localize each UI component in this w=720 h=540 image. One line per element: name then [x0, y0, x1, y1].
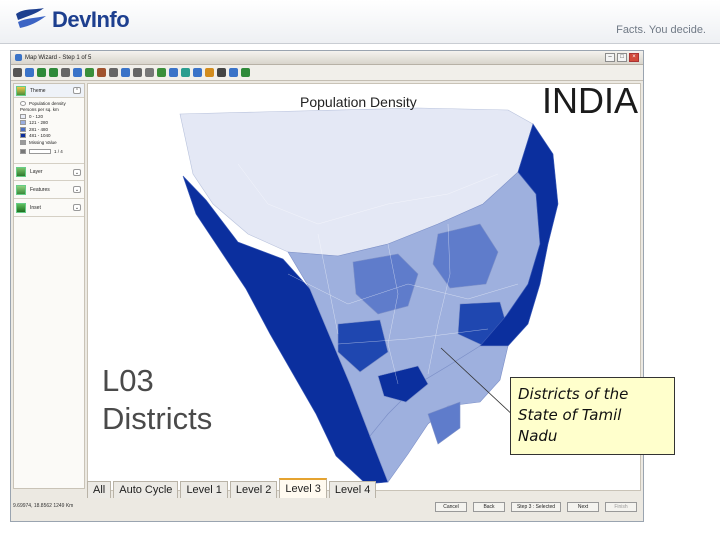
status-coordinates: 9.69974, 18.8562 1249 Km — [13, 503, 74, 509]
maximize-button[interactable]: □ — [617, 53, 627, 62]
legend — [14, 98, 84, 157]
minimize-button[interactable]: – — [605, 53, 615, 62]
refresh-icon[interactable] — [85, 68, 94, 77]
select-icon[interactable] — [97, 68, 106, 77]
tab-level-4[interactable]: Level 4 — [329, 481, 376, 498]
devinfo-swoosh-icon — [14, 6, 48, 34]
legend-swatch — [20, 127, 26, 132]
level-tabs — [87, 478, 378, 498]
save-icon[interactable] — [229, 68, 238, 77]
expand-layer-icon[interactable]: ⌄ — [74, 169, 80, 176]
window-title: Map Wizard - Step 1 of 5 — [25, 54, 92, 61]
legend-label: 481 - 1040 — [29, 133, 51, 139]
window-titlebar — [11, 51, 643, 65]
settings-icon[interactable] — [145, 68, 154, 77]
callout-note — [510, 377, 675, 455]
inset-label: Inset — [30, 204, 41, 211]
devinfo-logo — [14, 6, 129, 34]
next-button[interactable]: Next — [567, 502, 599, 512]
collapse-theme-icon[interactable]: ⌃ — [74, 88, 80, 94]
range-input[interactable] — [29, 149, 51, 154]
legend-label: 281 - 480 — [29, 126, 49, 132]
level-label — [102, 362, 212, 438]
legend-item — [20, 139, 80, 146]
legend-unit: Persons per sq. km — [20, 107, 59, 113]
legend-label: 121 - 280 — [29, 120, 49, 126]
legend-swatch — [20, 140, 26, 145]
legend-label: 0 - 120 — [29, 113, 44, 119]
note-line-2: State of Tamil — [518, 406, 622, 424]
note-line-1: Districts of the — [518, 385, 629, 403]
search-icon[interactable] — [61, 68, 70, 77]
layer-label: Layer — [30, 169, 43, 175]
level-label-line-2: Districts — [102, 401, 213, 436]
legend-swatch — [20, 133, 26, 138]
map-icon[interactable] — [181, 68, 190, 77]
theme-name: Population density — [29, 100, 66, 106]
expand-inset-icon[interactable]: ⌄ — [74, 205, 80, 211]
theme-label: Theme — [30, 87, 46, 94]
layer-icon — [16, 167, 26, 177]
range-value: 1 / 4 — [54, 149, 63, 155]
legend-swatch — [20, 120, 26, 125]
zoom-in-icon[interactable] — [37, 68, 46, 77]
layer-icon[interactable] — [169, 68, 178, 77]
pointer-icon[interactable] — [13, 68, 22, 77]
inset-icon — [16, 203, 26, 213]
tab-level-3[interactable]: Level 3 — [279, 478, 326, 498]
inset-section-header[interactable] — [14, 199, 84, 217]
map-toolbar — [11, 65, 643, 81]
wizard-buttons — [435, 502, 637, 512]
legend-label: Missing Value — [29, 139, 57, 145]
back-button[interactable]: Back — [473, 502, 505, 512]
expand-features-icon[interactable]: ⌄ — [74, 187, 80, 193]
cancel-button[interactable]: Cancel — [435, 502, 467, 512]
features-icon — [16, 185, 26, 195]
slide-header — [0, 0, 720, 44]
finish-button[interactable]: Finish — [605, 502, 637, 512]
app-icon — [15, 54, 22, 61]
close-button[interactable]: × — [629, 53, 639, 62]
zoom-out-icon[interactable] — [49, 68, 58, 77]
grid-icon[interactable] — [157, 68, 166, 77]
country-label: INDIA — [542, 83, 639, 121]
note-line-3: Nadu — [518, 427, 558, 445]
features-label: Features — [30, 186, 50, 193]
legend-swatch — [20, 114, 26, 119]
label-icon[interactable] — [109, 68, 118, 77]
theme-section-header[interactable] — [14, 84, 84, 98]
features-section-header[interactable] — [14, 181, 84, 199]
radio-icon[interactable] — [20, 101, 26, 106]
range-color-icon[interactable] — [20, 149, 26, 154]
image-icon[interactable] — [241, 68, 250, 77]
pan-icon[interactable] — [25, 68, 34, 77]
tab-level-1[interactable]: Level 1 — [180, 481, 227, 498]
step-dropdown[interactable]: Step 3 : Selected — [511, 502, 561, 512]
tab-auto-cycle[interactable]: Auto Cycle — [113, 481, 178, 498]
range-control — [20, 149, 80, 156]
tab-all[interactable]: All — [87, 481, 111, 498]
layer-section-header[interactable] — [14, 163, 84, 181]
left-panel — [13, 83, 85, 489]
map-title: Population Density — [300, 94, 417, 110]
tab-level-2[interactable]: Level 2 — [230, 481, 277, 498]
full-extent-icon[interactable] — [73, 68, 82, 77]
brand-name: DevInfo — [52, 7, 130, 32]
print-icon[interactable] — [217, 68, 226, 77]
info-icon[interactable] — [121, 68, 130, 77]
globe-icon[interactable] — [193, 68, 202, 77]
tagline: Facts. You decide. — [616, 24, 706, 36]
theme-icon — [16, 86, 26, 96]
level-label-line-1: L03 — [102, 363, 154, 398]
legend-icon[interactable] — [205, 68, 214, 77]
ruler-icon[interactable] — [133, 68, 142, 77]
